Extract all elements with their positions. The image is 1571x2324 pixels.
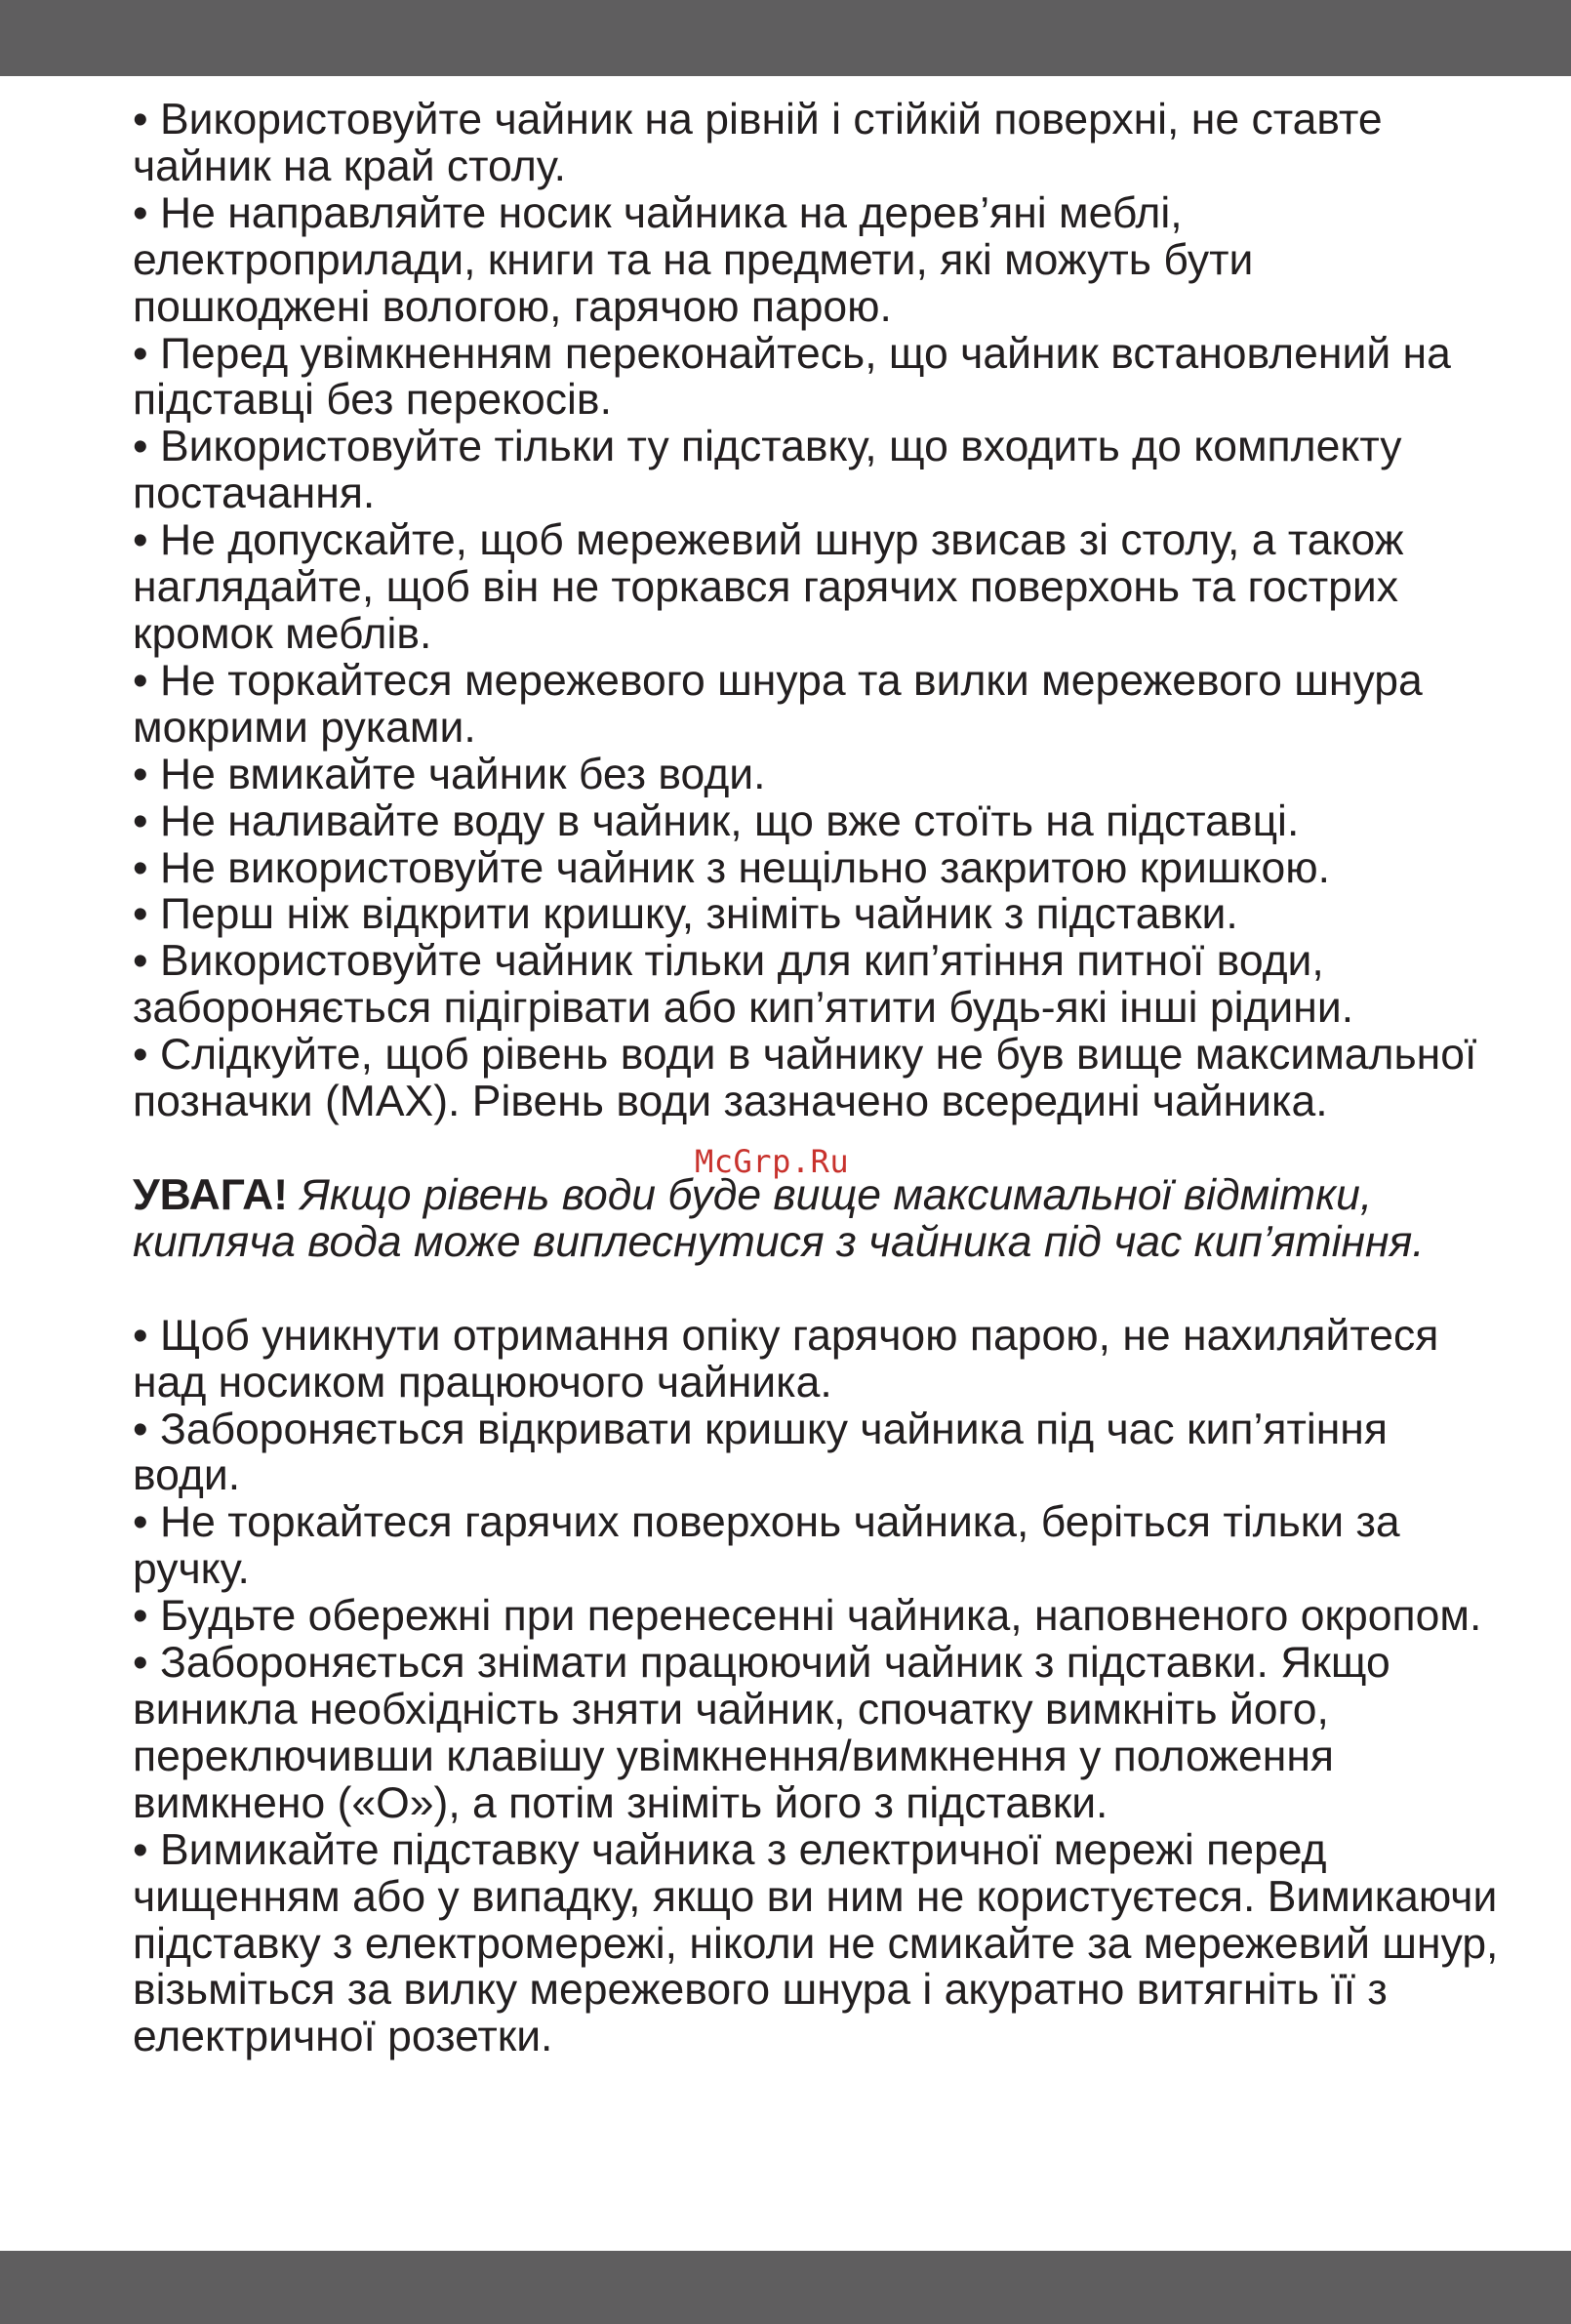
instruction-paragraph: • Не вмикайте чайник без води.: [133, 750, 766, 798]
instruction-paragraph: • Не торкайтеся гарячих поверхонь чайника, беріться тільки за ручку.: [133, 1498, 1400, 1594]
instruction-paragraph: • Не направляйте носик чайника на дерев’яні меблі, електроприлади, книги та на предмети, які можуть бути пошкоджені вологою, гарячою парою.: [133, 188, 1254, 331]
bottom-footer-band: [0, 2251, 1571, 2324]
instruction-paragraph: • Забороняється відкривати кришку чайника під час кип’ятіння води.: [133, 1405, 1388, 1500]
instruction-paragraph: • Перед увімкненням переконайтесь, що чайник встановлений на підставці без перекосів.: [133, 329, 1451, 425]
document-body: [133, 97, 1499, 2060]
instruction-paragraph: • Не торкайтеся мережевого шнура та вилки мережевого шнура мокрими руками.: [133, 656, 1423, 752]
section-spacer: [133, 1266, 1499, 1313]
instruction-paragraph: • Вимикайте підставку чайника з електричної мережі перед чищенням або у випадку, якщо ви ним не користуєтеся. Вимикаючи підставку з електромережі, ніколи не смикайте за мережевий шнур, візьміться за вилку мережевого шнура і акуратно витягніть її з електричної розетки.: [133, 1825, 1499, 2061]
instruction-paragraph: • Використовуйте чайник тільки для кип’ятіння питної води, забороняється підігрівати або кип’ятити будь-які інші рідини.: [133, 937, 1354, 1033]
instruction-paragraph: • Використовуйте чайник на рівній і стійкій поверхні, не ставте чайник на край столу.: [133, 96, 1383, 190]
warning-notice: [133, 1172, 1499, 1266]
instruction-paragraph: • Будьте обережні при перенесенні чайника, наповненого окропом.: [133, 1592, 1482, 1641]
instruction-paragraph: • Не використовуйте чайник з нещільно закритою кришкою.: [133, 843, 1330, 892]
instruction-paragraph: • Перш ніж відкрити кришку, зніміть чайник з підставки.: [133, 890, 1238, 939]
instruction-paragraph: • Забороняється знімати працюючий чайник з підставки. Якщо виникла необхідність зняти чайник, спочатку вимкніть його, переключивши клавішу увімкнення/вимкнення у положення вимкнено («О»), а потім зніміть його з підставки.: [133, 1639, 1390, 1827]
watermark-text: McGrp.Ru: [695, 1143, 850, 1180]
instruction-paragraph: • Щоб уникнути отримання опіку гарячою парою, не нахиляйтеся над носиком працюючого чайника.: [133, 1311, 1439, 1407]
top-header-band: [0, 0, 1571, 76]
warning-text: Якщо рівень води буде вище максимальної відмітки, кипляча вода може виплеснутися з чайника під час кип’ятіння.: [133, 1170, 1425, 1266]
instruction-paragraph: • Слідкуйте, щоб рівень води в чайнику не був вище максимальної позначки (MAX). Рівень води зазначено всередині чайника.: [133, 1031, 1477, 1126]
instruction-paragraph: • Використовуйте тільки ту підставку, що входить до комплекту постачання.: [133, 423, 1402, 518]
instruction-paragraph: • Не наливайте воду в чайник, що вже стоїть на підставці.: [133, 796, 1300, 845]
instruction-paragraph: • Не допускайте, щоб мережевий шнур звисав зі столу, а також наглядайте, щоб він не торкався гарячих поверхонь та гострих кромок меблів.: [133, 516, 1404, 658]
warning-label: УВАГА!: [133, 1170, 289, 1219]
